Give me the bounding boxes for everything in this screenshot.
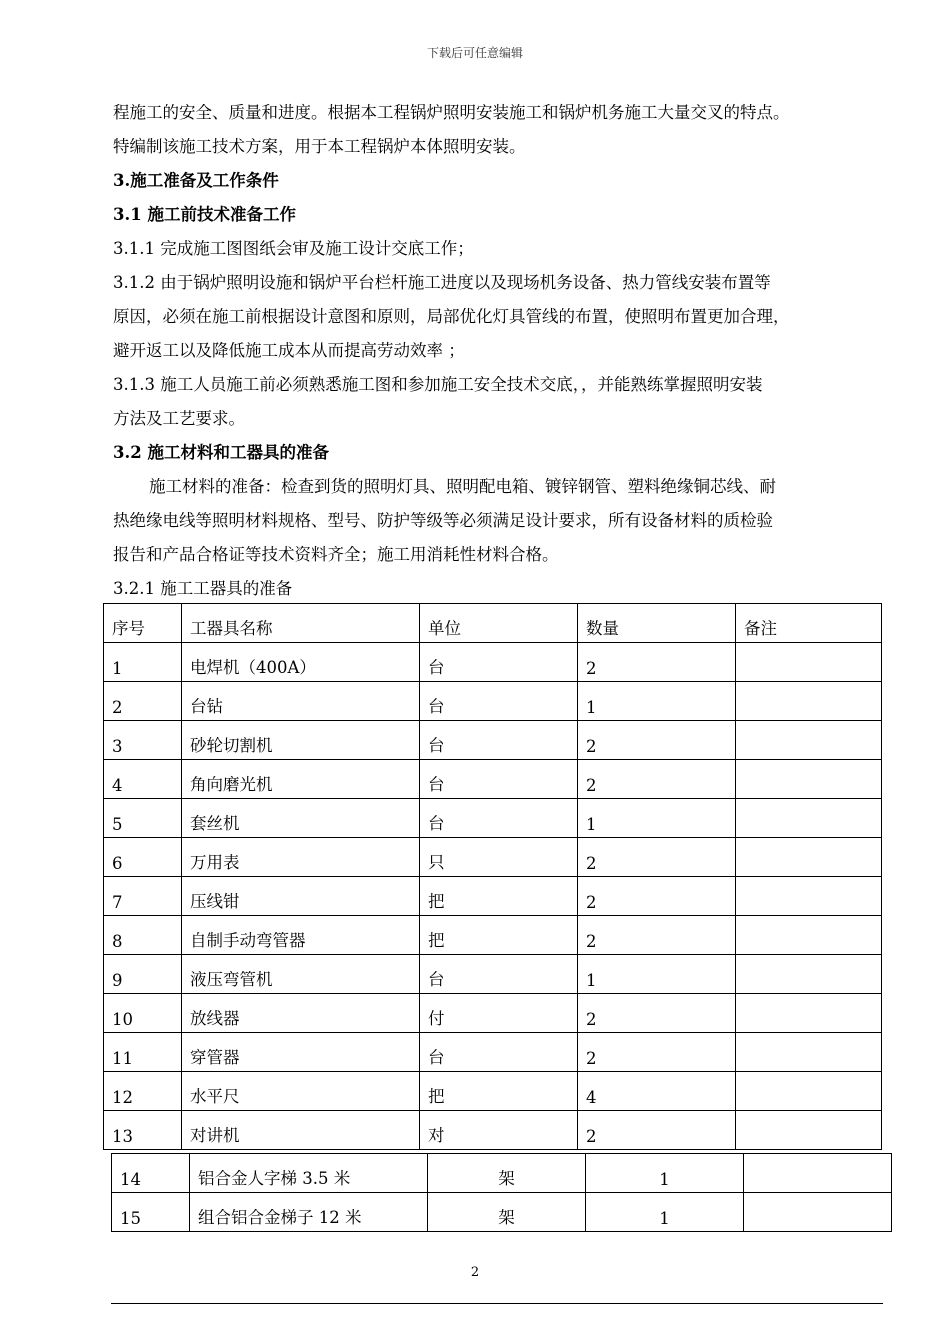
table-cell	[736, 994, 882, 1033]
tools-table-continued	[111, 1153, 892, 1232]
table-cell: 放线器	[182, 994, 420, 1033]
table-row	[104, 721, 882, 760]
table-cell	[736, 1033, 882, 1072]
paragraph: 程施工的安全、质量和进度。根据本工程锅炉照明安装施工和锅炉机务施工大量交叉的特点。	[113, 103, 790, 122]
table-cell: 1	[578, 682, 736, 721]
table-cell: 2	[578, 643, 736, 682]
document-body	[113, 96, 895, 606]
table-cell	[736, 1072, 882, 1111]
table-cell: 铝合金人字梯 3.5 米	[190, 1154, 428, 1193]
table-cell: 台	[420, 643, 578, 682]
table-cell: 架	[428, 1154, 586, 1193]
table-cell: 7	[104, 877, 182, 916]
table-cell: 12	[104, 1072, 182, 1111]
section-heading-3-2: 3.2 施工材料和工器具的准备	[113, 443, 329, 462]
table-cell: 台	[420, 760, 578, 799]
table-cell: 把	[420, 1072, 578, 1111]
table-cell: 穿管器	[182, 1033, 420, 1072]
table-cell: 4	[104, 760, 182, 799]
table-cell: 台	[420, 721, 578, 760]
table-cell	[736, 682, 882, 721]
table-row	[104, 643, 882, 682]
table-cell	[744, 1154, 892, 1193]
table-cell: 2	[104, 682, 182, 721]
table-cell: 2	[578, 916, 736, 955]
table-cell: 对讲机	[182, 1111, 420, 1150]
table-cell: 8	[104, 916, 182, 955]
table-cell: 万用表	[182, 838, 420, 877]
table-cell: 把	[420, 877, 578, 916]
table-row	[104, 955, 882, 994]
paragraph-3-1-3: 方法及工艺要求。	[113, 409, 245, 428]
table-header-cell: 序号	[104, 604, 182, 643]
table-cell	[736, 643, 882, 682]
table-cell: 2	[578, 1111, 736, 1150]
table-cell: 水平尺	[182, 1072, 420, 1111]
table-cell	[736, 760, 882, 799]
table-row	[104, 799, 882, 838]
table-cell	[744, 1193, 892, 1232]
tools-table	[103, 603, 882, 1150]
table-row	[104, 682, 882, 721]
table-cell: 架	[428, 1193, 586, 1232]
table-cell	[736, 877, 882, 916]
table-cell: 台钻	[182, 682, 420, 721]
table-cell: 11	[104, 1033, 182, 1072]
table-cell	[736, 721, 882, 760]
paragraph-3-1-2: 原因，必须在施工前根据设计意图和原则，局部优化灯具管线的布置，使照明布置更加合理，	[113, 307, 790, 326]
table-cell	[736, 1111, 882, 1150]
table-cell: 1	[586, 1193, 744, 1232]
table-cell: 2	[578, 721, 736, 760]
header-note: 下载后可任意编辑	[426, 46, 523, 60]
table-cell: 15	[112, 1193, 190, 1232]
table-cell	[736, 916, 882, 955]
table-row	[104, 916, 882, 955]
table-cell	[736, 838, 882, 877]
table-row	[104, 1033, 882, 1072]
table-cell: 9	[104, 955, 182, 994]
table-cell: 6	[104, 838, 182, 877]
paragraph: 特编制该施工技术方案，用于本工程锅炉本体照明安装。	[113, 137, 526, 156]
paragraph-3-1-2: 3.1.2 由于锅炉照明设施和锅炉平台栏杆施工进度以及现场机务设备、热力管线安装布置等	[113, 273, 771, 292]
table-cell	[736, 955, 882, 994]
table-row	[112, 1193, 892, 1232]
table-header-cell: 数量	[578, 604, 736, 643]
table-row	[104, 877, 882, 916]
section-heading-3-1: 3.1 施工前技术准备工作	[113, 205, 296, 224]
paragraph-3-2-1: 3.2.1 施工工器具的准备	[113, 579, 293, 598]
table-header-cell: 工器具名称	[182, 604, 420, 643]
page-number: 2	[470, 1265, 480, 1280]
table-cell: 14	[112, 1154, 190, 1193]
table-cell: 5	[104, 799, 182, 838]
table-row	[104, 838, 882, 877]
table-cell: 把	[420, 916, 578, 955]
table-cell: 套丝机	[182, 799, 420, 838]
table-cell: 只	[420, 838, 578, 877]
table-cell: 液压弯管机	[182, 955, 420, 994]
table-cell: 2	[578, 760, 736, 799]
paragraph-3-1-3: 3.1.3 施工人员施工前必须熟悉施工图和参加施工安全技术交底，，并能熟练掌握照明安装	[113, 375, 763, 394]
table-cell: 台	[420, 955, 578, 994]
table-cell: 2	[578, 838, 736, 877]
paragraph-3-1-2: 避开返工以及降低施工成本从而提高劳动效率 ；	[113, 341, 465, 360]
table-row	[112, 1154, 892, 1193]
table-cell: 1	[578, 799, 736, 838]
paragraph-3-1-1: 3.1.1 完成施工图图纸会审及施工设计交底工作；	[113, 239, 474, 258]
paragraph-3-2: 报告和产品合格证等技术资料齐全；施工用消耗性材料合格。	[113, 545, 559, 564]
table-cell: 电焊机（400A）	[182, 643, 420, 682]
table-cell: 自制手动弯管器	[182, 916, 420, 955]
table-cell: 2	[578, 1033, 736, 1072]
table-header-cell: 单位	[420, 604, 578, 643]
table-cell: 1	[104, 643, 182, 682]
table-cell: 对	[420, 1111, 578, 1150]
table-row	[104, 994, 882, 1033]
table-cell: 压线钳	[182, 877, 420, 916]
paragraph-3-2: 施工材料的准备：检查到货的照明灯具、照明配电箱、镀锌钢管、塑料绝缘铜芯线、耐	[149, 477, 776, 496]
table-cell: 2	[578, 994, 736, 1033]
table-cell: 角向磨光机	[182, 760, 420, 799]
table-cell: 13	[104, 1111, 182, 1150]
table-cell: 2	[578, 877, 736, 916]
table-header-cell: 备注	[736, 604, 882, 643]
table-row	[104, 760, 882, 799]
table-cell: 台	[420, 1033, 578, 1072]
table-cell: 台	[420, 799, 578, 838]
table-cell: 4	[578, 1072, 736, 1111]
table-cell: 砂轮切割机	[182, 721, 420, 760]
section-heading-3: 3.施工准备及工作条件	[113, 171, 279, 190]
table-cell	[736, 799, 882, 838]
table-cell: 3	[104, 721, 182, 760]
table-cell: 1	[578, 955, 736, 994]
paragraph-3-2: 热绝缘电线等照明材料规格、型号、防护等级等必须满足设计要求，所有设备材料的质检验	[113, 511, 773, 530]
table-cell: 付	[420, 994, 578, 1033]
table-header-row	[104, 604, 882, 643]
table-cell: 组合铝合金梯子 12 米	[190, 1193, 428, 1232]
table-row	[104, 1111, 882, 1150]
table-cell: 1	[586, 1154, 744, 1193]
table-cell: 10	[104, 994, 182, 1033]
table-row	[104, 1072, 882, 1111]
table-cell: 台	[420, 682, 578, 721]
footer-divider	[111, 1303, 883, 1304]
